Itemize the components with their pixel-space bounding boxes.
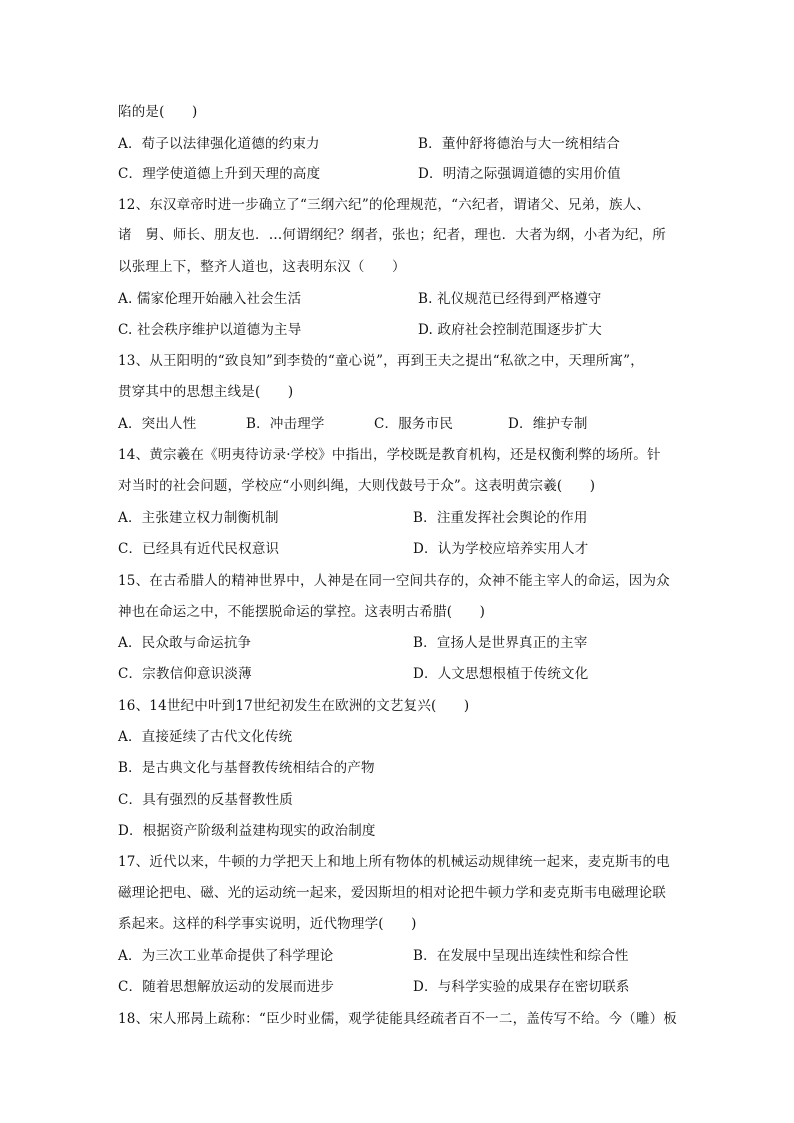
question-12-stem-line1: 12、东汉章帝时进一步确立了“三纲六纪”的伦理规范，“六纪者，谓诸父、兄弟，族人、 (118, 197, 651, 213)
q17-option-d: D．与科学实验的成果存在密切联系 (413, 979, 630, 995)
q12-option-a: A. 儒家伦理开始融入社会生活 (118, 291, 302, 307)
question-12-stem-line3: 以张理上下，整齐人道也，这表明东汉（ ） (118, 259, 406, 275)
q13-option-b: B．冲击理学 (246, 416, 325, 432)
q15-option-a: A．民众敢与命运抗争 (118, 635, 252, 651)
q11-option-d: D．明清之际强调道德的实用价值 (418, 166, 621, 182)
question-16-stem: 16、14世纪中叶到17世纪初发生在欧洲的文艺复兴( ) (118, 698, 470, 714)
q16-option-a: A．直接延续了古代文化传统 (118, 729, 293, 745)
q12-option-c: C. 社会秩序维护以道德为主导 (118, 322, 302, 338)
q14-option-d: D．认为学校应培养实用人才 (413, 541, 589, 557)
q16-option-c: C．具有强烈的反基督教性质 (118, 792, 293, 808)
question-18-stem-line1: 18、宋人邢昺上疏称：“臣少时业儒，观学徒能具经疏者百不一二，盖传写不给。今（雕）板 (118, 1011, 677, 1027)
question-11-stem-tail: 陷的是( ) (118, 104, 198, 120)
q15-option-b: B．宣扬人是世界真正的主宰 (413, 635, 588, 651)
question-12-stem-line2: 诸 舅、师长、朋友也．…何谓纲纪？纲者，张也；纪者，理也．大者为纲，小者为纪，所 (118, 227, 666, 243)
question-17-stem-line1: 17、近代以来，牛顿的力学把天上和地上所有物体的机械运动规律统一起来，麦克斯韦的电 (118, 854, 670, 870)
question-15-stem-line1: 15、在古希腊人的精神世界中，人神是在同一空间共存的，众神不能主宰人的命运，因为众 (118, 573, 670, 589)
q13-option-a: A．突出人性 (118, 416, 197, 432)
q14-option-a: A．主张建立权力制衡机制 (118, 510, 279, 526)
question-17-stem-line2: 磁理论把电、磁、光的运动统一起来，爱因斯坦的相对论把牛顿力学和麦克斯韦电磁理论联 (118, 885, 666, 901)
q17-option-c: C．随着思想解放运动的发展而进步 (118, 979, 335, 995)
q13-option-c: C．服务市民 (374, 416, 454, 432)
question-14-stem-line1: 14、黄宗羲在《明夷待访录·学校》中指出，学校既是教育机构，还是权衡利弊的场所。针 (118, 447, 661, 463)
q11-option-a: A．荀子以法律强化道德的约束力 (118, 136, 320, 152)
question-13-stem-line1: 13、从王阳明的“致良知”到李贽的“童心说”，再到王夫之提出“私欲之中，天理所寓”， (118, 353, 644, 369)
question-15-stem-line2: 神也在命运之中，不能摆脱命运的掌控。这表明古希腊( ) (118, 604, 486, 620)
q14-option-c: C．已经具有近代民权意识 (118, 541, 280, 557)
q16-option-b: B．是古典文化与基督教传统相结合的产物 (118, 760, 375, 776)
q15-option-c: C．宗教信仰意识淡薄 (118, 666, 252, 682)
q11-option-c: C．理学使道德上升到天理的高度 (118, 166, 321, 182)
q12-option-b: B. 礼仪规范已经得到严格遵守 (418, 291, 602, 307)
q11-option-b: B．董仲舒将德治与大一统相结合 (418, 136, 620, 152)
q16-option-d: D．根据资产阶级利益建构现实的政治制度 (118, 823, 376, 839)
q12-option-d: D. 政府社会控制范围逐步扩大 (418, 322, 602, 338)
q17-option-b: B．在发展中呈现出连续性和综合性 (413, 948, 629, 964)
q14-option-b: B．注重发挥社会舆论的作用 (413, 510, 588, 526)
q13-option-d: D．维护专制 (508, 416, 588, 432)
question-13-stem-line2: 贯穿其中的思想主线是( ) (118, 384, 294, 400)
question-17-stem-line3: 系起来。这样的科学事实说明，近代物理学( ) (118, 916, 417, 932)
q15-option-d: D．人文思想根植于传统文化 (413, 666, 589, 682)
q17-option-a: A．为三次工业革命提供了科学理论 (118, 948, 334, 964)
question-14-stem-line2: 对当时的社会问题，学校应“小则纠绳，大则伐鼓号于众”。这表明黄宗羲( ) (118, 478, 596, 494)
